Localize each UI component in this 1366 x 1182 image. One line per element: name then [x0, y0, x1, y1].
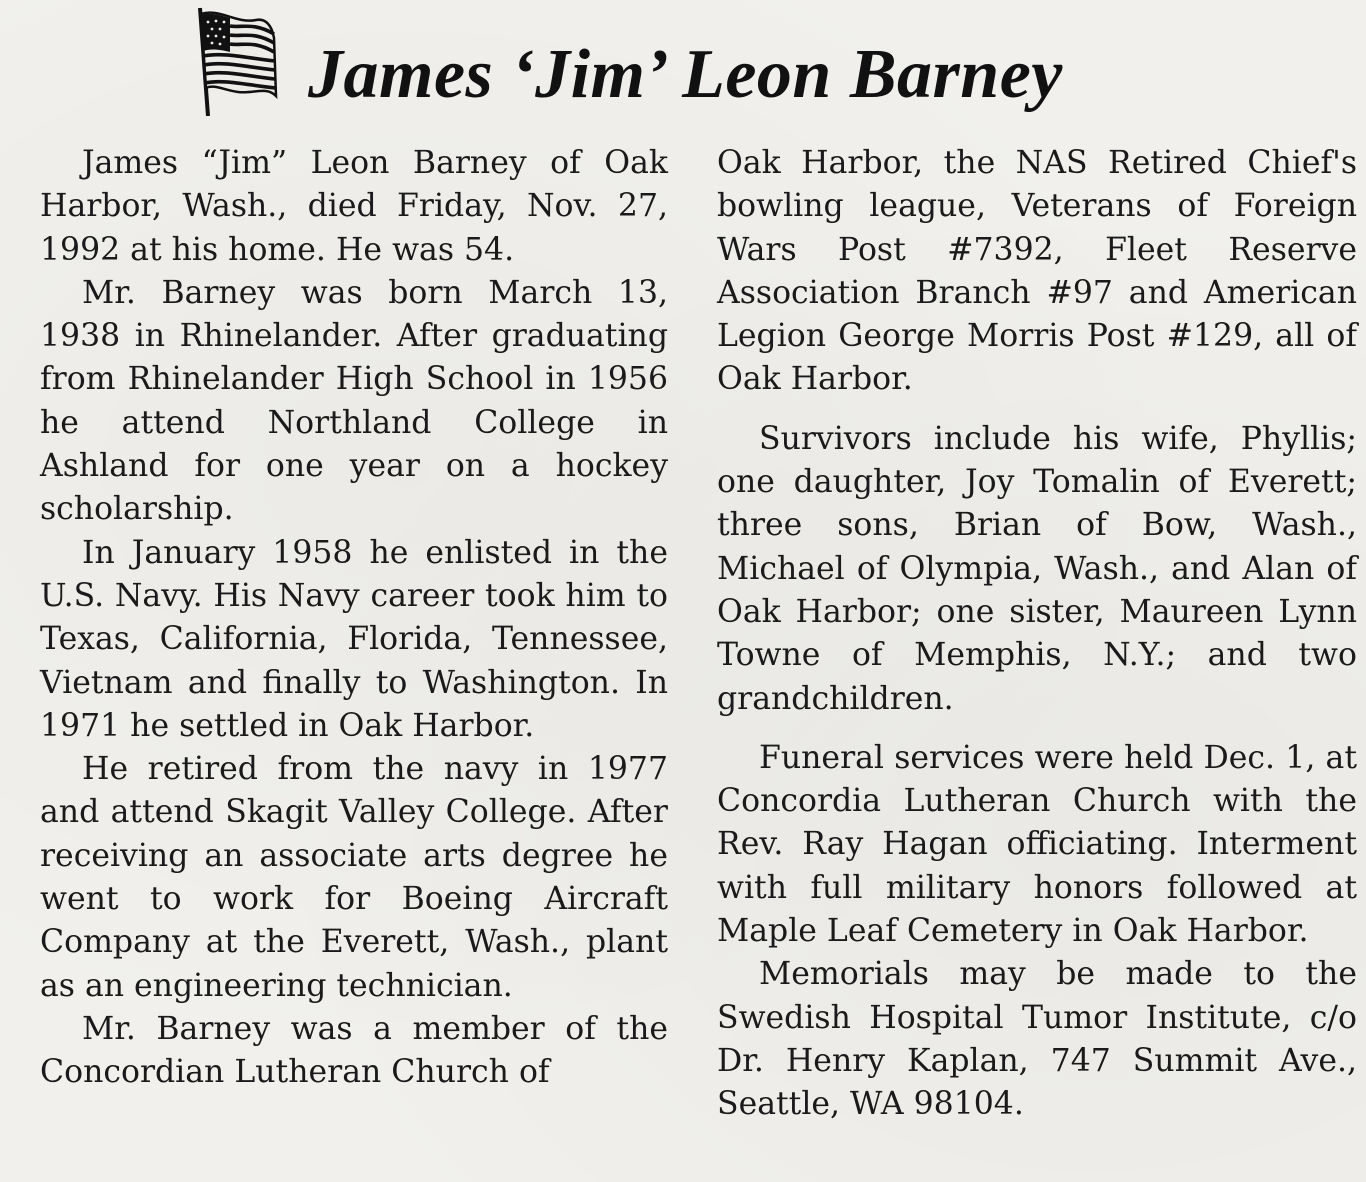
- obituary-paragraph-memberships-continued: Oak Harbor, the NAS Retired Chief's bowling league, Veterans of Foreign Wars Post #7392, Fleet Reserve Association Branch #97 and American Legion George Morris Post #129, all of Oak Harbor.: [717, 145, 1357, 398]
- obituary-paragraph-funeral-services: Funeral services were held Dec. 1, at Concordia Lutheran Church with the Rev. Ray Hagan officiating. Interment with full military honors followed at Maple Leaf Cemetery in Oak Harbor.: [717, 739, 1357, 950]
- right-column: [717, 142, 1357, 1127]
- obituary-paragraph-navy-career: In January 1958 he enlisted in the U.S. Navy. His Navy career took him to Texas, California, Florida, Tennessee, Vietnam and finally to Washington. In 1971 he settled in Oak Harbor.: [40, 534, 668, 744]
- obituary-paragraph-death: James “Jim” Leon Barney of Oak Harbor, Wash., died Friday, Nov. 27, 1992 at his home. He was 54.: [40, 145, 668, 268]
- american-flag-icon: [190, 4, 282, 116]
- obituary-headline: James ‘Jim’ Leon Barney: [308, 36, 1063, 113]
- obituary-paragraph-memberships-start: Mr. Barney was a member of the Concordian Lutheran Church of: [40, 1010, 668, 1091]
- obituary-paragraph-birth-education: Mr. Barney was born March 13, 1938 in Rhinelander. After graduating from Rhinelander High School in 1956 he attend Northland College in Ashland for one year on a hockey scholarship.: [40, 274, 668, 528]
- obituary-paragraph-retirement-work: He retired from the navy in 1977 and attend Skagit Valley College. After receiving an associate arts degree he went to work for Boeing Aircraft Company at the Everett, Wash., plant as an engineering technician.: [40, 751, 668, 1004]
- obituary-paragraph-memorials: Memorials may be made to the Swedish Hospital Tumor Institute, c/o Dr. Henry Kaplan, 747 Summit Ave., Seattle, WA 98104.: [717, 956, 1357, 1123]
- left-column: [40, 142, 668, 1095]
- obituary-paragraph-survivors: Survivors include his wife, Phyllis; one daughter, Joy Tomalin of Everett; three sons, Brian of Bow, Wash., Michael of Olympia, Wash., and Alan of Oak Harbor; one sister, Maureen Lynn Towne of Memphis, N.Y.; and two grandchildren.: [717, 420, 1357, 717]
